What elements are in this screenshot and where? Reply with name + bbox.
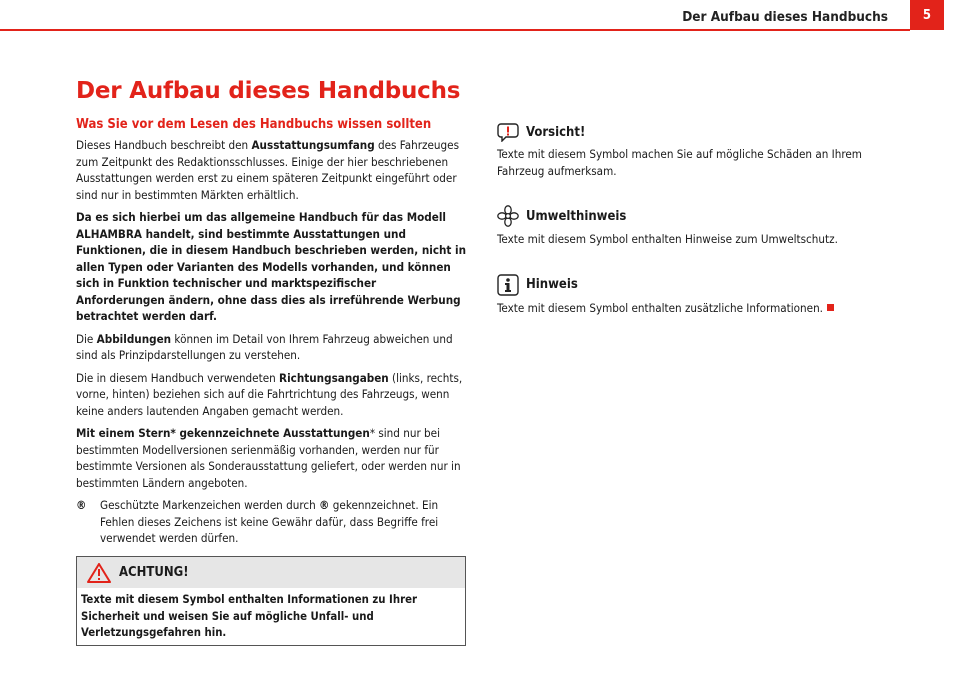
info-note	[497, 274, 897, 317]
paragraph-star-equipment: Mit einem Stern* gekennzeichnete Ausstattungen* sind nur bei bestimmten Modellversionen serienmäßig vorhanden, werden nur für bestimmte Versionen als Sonderausstattung geliefert, oder werden nur in bestimmten Ländern angeboten.	[76, 426, 461, 490]
caution-exclamation-icon	[497, 122, 519, 142]
environment-title: Umwelthinweis	[526, 208, 627, 224]
environment-note	[497, 205, 897, 248]
paragraph-general-handbook: Da es sich hierbei um das allgemeine Handbuch für das Modell ALHAMBRA handelt, sind bestimmte Ausstattungen und Funktionen, die in diesem Handbuch beschrieben werden, nicht in allen Typen oder Varianten des Modells vorhanden, und können sich in Funktion technischer und marktspezifischer Anforderungen ändern, ohne dass dies als irreführende Werbung betrachtet werden darf.	[76, 210, 467, 323]
caution-title: Vorsicht!	[526, 124, 586, 140]
paragraph-equipment: Dieses Handbuch beschreibt den Ausstattungsumfang des Fahrzeuges zum Zeitpunkt des Redaktionsschlusses. Einige der hier beschriebenen Ausstattungen werden erst zu einem späteren Zeitpunkt eingeführt oder sind nur in bestimmten Märkten erhältlich.	[76, 138, 460, 202]
registered-symbol: ®	[76, 498, 87, 512]
running-header-title: Der Aufbau dieses Handbuchs	[682, 9, 888, 25]
info-text: Texte mit diesem Symbol enthalten zusätzliche Informationen.	[497, 300, 897, 317]
right-column	[497, 122, 897, 342]
section-subheading: Was Sie vor dem Lesen des Handbuchs wissen sollten	[76, 117, 432, 132]
info-title: Hinweis	[526, 277, 578, 292]
paragraph-directions: Die in diesem Handbuch verwendeten Richtungsangaben (links, rechts, vorne, hinten) beziehen sich auf die Fahrtrichtung des Fahrzeugs, wenn keine anders lautenden Angaben gemacht werden.	[76, 370, 463, 418]
end-red-square-icon	[827, 304, 834, 311]
caution-text: Texte mit diesem Symbol machen Sie auf mögliche Schäden an Ihrem Fahrzeug aufmerksam.	[497, 147, 862, 178]
info-icon	[497, 274, 519, 296]
list-item-registered: ® Geschützte Markenzeichen werden durch ® gekennzeichnet. Ein Fehlen dieses Zeichens ist keine Gewähr dafür, dass Begriffe frei verwendet werden dürfen.	[76, 498, 439, 545]
header-rule	[0, 29, 910, 31]
environment-flower-icon	[497, 205, 519, 227]
left-column	[76, 117, 468, 598]
warning-box	[76, 556, 466, 646]
page-title: Der Aufbau dieses Handbuchs	[76, 78, 461, 104]
warning-header	[77, 557, 465, 588]
warning-text: Texte mit diesem Symbol enthalten Informationen zu Ihrer Sicherheit und weisen Sie auf mögliche Unfall- und Verletzungsgefahren hin.	[81, 593, 417, 639]
caution-note	[497, 122, 897, 179]
paragraph-illustrations: Die Abbildungen können im Detail von Ihrem Fahrzeug abweichen und sind als Prinzipdarstellungen zu verstehen.	[76, 331, 453, 362]
warning-triangle-icon	[87, 563, 111, 583]
environment-text: Texte mit diesem Symbol enthalten Hinweise zum Umweltschutz.	[497, 232, 838, 246]
page-number: 5	[910, 0, 944, 30]
warning-title: ACHTUNG!	[119, 565, 189, 580]
